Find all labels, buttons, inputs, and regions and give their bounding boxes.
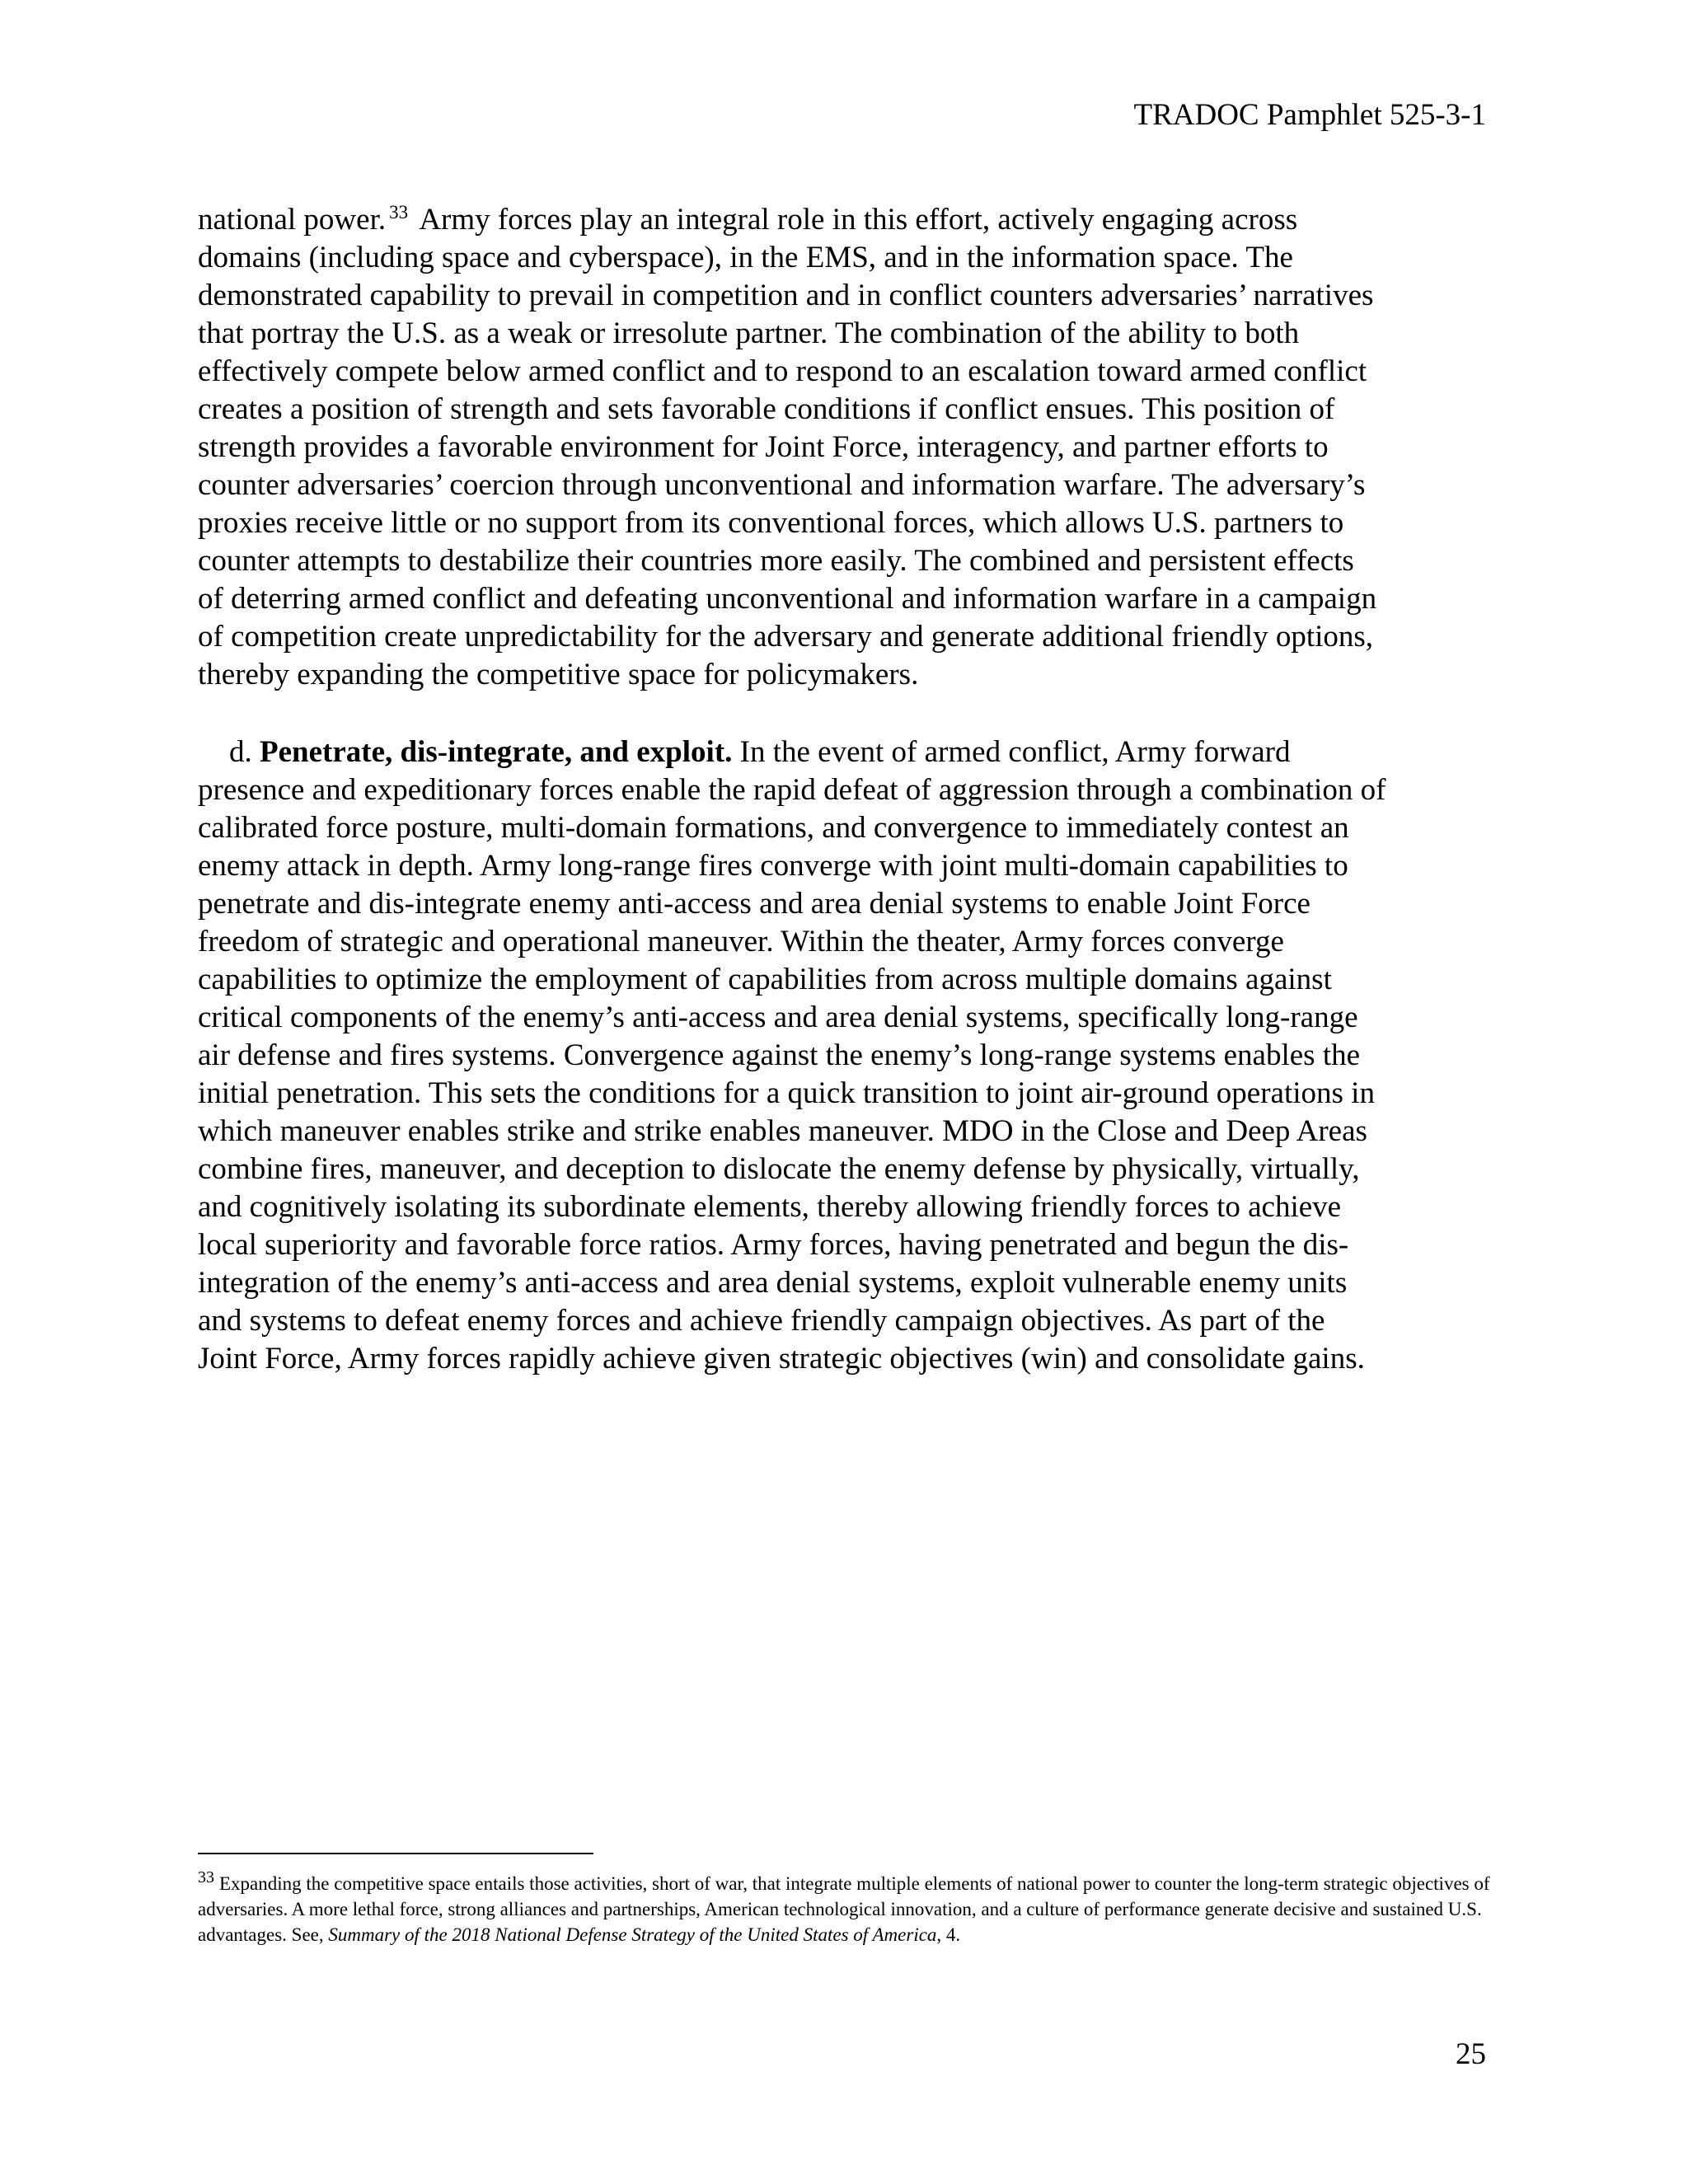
body-line: demonstrated capability to prevail in competition and in conflict counters adversaries’ narratives xyxy=(198,279,1374,312)
paragraph-c-continued xyxy=(198,201,1492,694)
body-line: proxies receive little or no support from its conventional forces, which allows U.S. partners to xyxy=(198,506,1344,540)
running-header: TRADOC Pamphlet 525-3-1 xyxy=(1133,98,1486,132)
body-line: which maneuver enables strike and strike enables maneuver. MDO in the Close and Deep Areas xyxy=(198,1114,1367,1148)
page-number: 25 xyxy=(1456,2037,1486,2071)
body-line: thereby expanding the competitive space for policymakers. xyxy=(198,658,919,691)
body-line: initial penetration. This sets the conditions for a quick transition to joint air-ground operations in xyxy=(198,1076,1375,1110)
body-line-text: national power. xyxy=(198,203,387,237)
footnote-citation-title: Summary of the 2018 National Defense Strategy of the United States of America xyxy=(328,1924,937,1945)
footnote xyxy=(198,1868,1492,1947)
body-line: and systems to defeat enemy forces and achieve friendly campaign objectives. As part of the xyxy=(198,1304,1325,1338)
body-line: Joint Force, Army forces rapidly achieve given strategic objectives (win) and consolidate gains. xyxy=(198,1342,1365,1376)
footnote-citation-suffix: , 4. xyxy=(936,1924,961,1945)
paragraph-heading: Penetrate, dis-integrate, and exploit. xyxy=(260,735,733,769)
footnote-number: 33 xyxy=(198,1868,214,1887)
body-line xyxy=(198,201,1492,239)
body-line: air defense and fires systems. Convergence against the enemy’s long-range systems enables the xyxy=(198,1038,1361,1072)
body-line: integration of the enemy’s anti-access and area denial systems, exploit vulnerable enemy units xyxy=(198,1266,1348,1300)
body-line: of competition create unpredictability for the adversary and generate additional friendly options, xyxy=(198,620,1374,654)
body-line: strength provides a favorable environment for Joint Force, interagency, and partner efforts to xyxy=(198,430,1329,464)
body-line: calibrated force posture, multi-domain formations, and convergence to immediately contest an xyxy=(198,811,1349,845)
body-line: counter attempts to destabilize their countries more easily. The combined and persistent effects xyxy=(198,544,1354,578)
body-line: and cognitively isolating its subordinate elements, thereby allowing friendly forces to achieve xyxy=(198,1190,1342,1224)
body-line: critical components of the enemy’s anti-access and area denial systems, specifically long-range xyxy=(198,1001,1358,1034)
paragraph-d xyxy=(198,733,1492,1378)
footnote-text: Expanding the competitive space entails those activities, short of war, that integrate multiple elements of national power to counter the long-term strategic objectives of adversaries. A more lethal force, strong alliances and partnerships, American technological innovation, and a culture of performance generate decisive and sustained U.S. advantages. See, xyxy=(198,1873,1490,1945)
body-line: effectively compete below armed conflict and to respond to an escalation toward armed conflict xyxy=(198,354,1367,388)
body-line: combine fires, maneuver, and deception to dislocate the enemy defense by physically, virtually, xyxy=(198,1152,1360,1186)
body-line: counter adversaries’ coercion through unconventional and information warfare. The adversary’s xyxy=(198,468,1366,502)
body-line: penetrate and dis-integrate enemy anti-access and area denial systems to enable Joint Force xyxy=(198,887,1311,921)
body-line: capabilities to optimize the employment of capabilities from across multiple domains against xyxy=(198,963,1332,996)
body-line: enemy attack in depth. Army long-range fires converge with joint multi-domain capabilities to xyxy=(198,849,1348,883)
footnote-separator xyxy=(198,1853,593,1854)
body-line: freedom of strategic and operational maneuver. Within the theater, Army forces converge xyxy=(198,925,1284,958)
body-line: presence and expeditionary forces enable the rapid defeat of aggression through a combination of xyxy=(198,773,1386,807)
paragraph-label: d. xyxy=(229,735,252,769)
body-line-text: In the event of armed conflict, Army forward xyxy=(739,735,1291,769)
body-line: creates a position of strength and sets favorable conditions if conflict ensues. This position of xyxy=(198,392,1335,426)
body-line: local superiority and favorable force ratios. Army forces, having penetrated and begun the dis- xyxy=(198,1228,1349,1262)
body-line-text: Army forces play an integral role in this effort, actively engaging across xyxy=(419,203,1298,237)
body-line: that portray the U.S. as a weak or irresolute partner. The combination of the ability to both xyxy=(198,316,1300,350)
footnote-reference[interactable]: 33 xyxy=(389,201,409,223)
body-line: of deterring armed conflict and defeating unconventional and information warfare in a campaign xyxy=(198,582,1377,616)
body-line: domains (including space and cyberspace), in the EMS, and in the information space. The xyxy=(198,241,1293,274)
paragraph-d-first-line xyxy=(198,733,1492,771)
